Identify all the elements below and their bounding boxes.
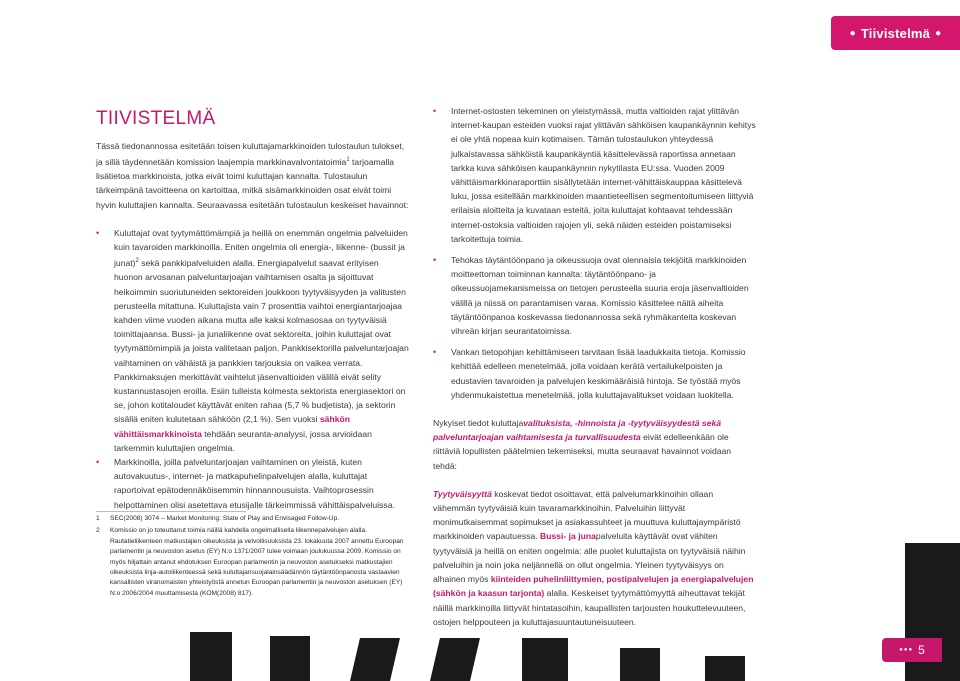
bullet-text: Tehokas täytäntöönpano ja oikeussuoja ovat olennaisia tekijöitä markkinoiden moitteettoman toiminnan kannalta: täytäntöönpano- ja oikeussuojamekanismeissa on tietojen perusteella suuria eroja jäsenvaltioiden välillä ja niissä on parantamisen varaa. Komissio käsittelee näitä aiheita täytäntöönpanoa koskevassa tiedonannossa sekä ryhmäkanteita koskevan vihreän kirjan seurantatoimissa. (451, 255, 749, 337)
list-item (433, 104, 756, 246)
list-item (96, 226, 409, 455)
findings-list (96, 226, 409, 512)
page-number-badge (882, 638, 942, 662)
deco-shape (190, 632, 232, 681)
deco-shape (430, 638, 480, 681)
paragraph-text: koskevat tiedot osoittavat, että palvelumarkkinoihin ollaan vähemmän tyytyväisiä kuin tavaramarkkinoihin. Palveluihin liittyvät monimutkaisemmat sopimukset ja asiakassuhteet ja muuttuva kuluttajaympäristö markkinoiden vapautuessa. (433, 488, 741, 542)
bullet-text: Kuluttajat ovat tyytymättömämpiä ja heillä on enemmän ongelmia palveluiden kuin tavaroiden markkinoilla. Eniten ongelmia oli energia-, liikenne- (bussit ja junat) (114, 227, 408, 269)
list-item (433, 253, 756, 338)
decorative-graphic (150, 612, 790, 681)
highlight-text: Bussi- ja juna (540, 531, 596, 542)
footnote-text: Komissio on jo toteuttanut toimia näillä kahdella ongelmallisella liikennepalvelujen alalla. Rautatieliikenteen matkustajien oikeuksista ja velvollisuuksista 23. lokakuuta 2007 annettu Euroopan parlamentin ja neuvoston asetus (EY) N:o 1371/2007 tulee voimaan joulukuussa 2009. Komissio on myös hiljattain antanut ehdotuksen Euroopan parlamentin ja neuvoston asetukseksi matkustajien oikeuksista linja-autoliikenteessä sekä kuluttajansuojalainsäädännön täytäntöönpanosta vastaavien kansallisten viranomaisten yhteistyöstä annetun Euroopan parlamentin ja neuvoston asetuksen (EY) N:o 2006/2004 muuttamisesta (KOM(2008) 817). (110, 527, 404, 597)
dot-icon: ● (849, 27, 856, 39)
bullet-icon: • (96, 227, 100, 238)
paragraph-text-cont: palveluita käyttävät ovat vähiten tyytyväisiä ja heillä on eniten ongelmia: alle puolet kuluttajista on tyytyväisiä näihin palveluihin ja noin joka neljännellä on ollut ongelmia. Yleinen tyytyväisyys on alhainen myös (433, 531, 746, 585)
intro-paragraph (96, 139, 409, 212)
list-item (433, 345, 756, 402)
footnote (96, 514, 406, 524)
footnote-number: 2 (96, 527, 100, 535)
bullet-icon: • (96, 456, 100, 467)
footnotes (96, 514, 406, 601)
bullet-text: Internet-ostosten tekeminen on yleistymässä, mutta valtioiden rajat ylittävän internet-kaupan esteiden vuoksi rajat ylittävän sähköisen kaupankäynnin kehitys ei ole yhtä nopeaa kuin kotimaisen. Tämän tulostaulukon yhteydessä julkaistavassa sähköistä kaupankäyntiä käsittelevässä raportissa annetaan tarkka kuva sähköisen kaupankäynnin nykytilasta EU:ssa. Vuoden 2009 vähittäismarkkinaraporttiin sisällytetään internet-vähittäiskauppaa käsittelevä luku, jossa esitellään markkinoiden maantieteellisen segmentoitumiseen liittyviä erilaisia aloitteita ja kuvataan esteitä, joita kuluttajat kohtaavat tehdessään internet-ostoksia valtioiden rajojen yli, sekä näiden esteiden poistamiseksi tarkoitettuja toimia. (451, 106, 756, 244)
right-column (433, 104, 756, 629)
paragraph-text: Nykyiset tiedot kuluttaja (433, 418, 524, 429)
footnote-number: 1 (96, 515, 100, 522)
footnote-ref: 2 (135, 258, 139, 265)
highlight-text: Tyytyväisyyttä (433, 488, 492, 499)
section-tab (831, 16, 960, 50)
data-paragraph (433, 416, 756, 473)
deco-shape (350, 638, 400, 681)
intro-text-cont: tarjoamalla lisätietoa markkinoista, jotka eivät toimi kuluttajan kannalta. Tulostaulun tärkeimpänä tavoitteena on kartoittaa, mitkä sisämarkkinoiden osat eivät toimi hyvin kuluttajien kannalta. Seuraavassa esitetään tulostaulun keskeiset havainnot: (96, 157, 409, 210)
highlight-text: sähkön vähittäismarkkinoista (114, 414, 350, 439)
bullet-text-end: tehdään seuranta-analyysi, jossa arvioidaan tarkemmin kuluttajien ongelmia. (114, 428, 372, 453)
intro-text: Tässä tiedonannossa esitetään toisen kuluttajamarkkinoiden tulostaulun tulokset, ja sillä täydennetään komission laajempia markkinavalvontatoimia (96, 141, 405, 168)
deco-shape (620, 648, 660, 681)
bullet-text: Markkinoilla, joilla palveluntarjoajan vaihtaminen on yleistä, kuten autovakuutus-, internet- ja matkapuhelinpalvelujen alalla, kuluttajat raportoivat epätodennäköisemmin hinnannousuista. Vaihtoprosessin helpottaminen olisi asetettava etusijalle tärkeimmissä vähittäispalveluissa. (114, 456, 395, 510)
paragraph-text-end: alalla. Keskeiset tyytymättömyyttä aiheuttavat tekijät näillä markkinoilla liittyvät hintatasoihin, kaupallisten tarjousten houkuttelevuuteen, ostojen helppouteen ja kuluttajasuuntautuneisuuteen. (433, 588, 746, 627)
list-item (96, 455, 409, 512)
deco-shape (270, 636, 310, 681)
dot-icon: ● (935, 27, 942, 39)
bullet-icon: • (433, 106, 437, 116)
bullet-icon: • (433, 347, 437, 358)
footnote-divider (96, 511, 246, 512)
page-title: TIIVISTELMÄ (96, 108, 216, 129)
deco-shape (705, 656, 745, 681)
findings-list-continued (433, 104, 756, 402)
dots-icon: ●●● (899, 647, 914, 653)
footnote (96, 526, 406, 599)
bullet-icon: • (433, 255, 437, 266)
footnote-ref: 1 (346, 157, 350, 164)
left-column (96, 139, 409, 512)
page-number: 5 (918, 643, 925, 657)
deco-shape (522, 638, 568, 681)
paragraph-text-cont: eivät edelleenkään ole riittäviä lopullisten päätelmien tekemiseksi, mutta seuraavat havainnot voidaan tehdä: (433, 432, 732, 471)
highlight-text: kiinteiden puhelinliittymien, postipalvelujen ja energiapalvelujen (sähkön ja kaasun tarjonta) (433, 574, 754, 599)
bullet-text-cont: sekä pankkipalveluiden alalla. Energiapalvelut saavat erityisen huonon arvosanan palveluntarjoajan vaihtamisen osalta ja sijoittuvat heikoimmin suoriutuneiden sektoreiden joukkoon tyytyväisyyden ja valitusten perusteella mitattuna. Kuluttajista vain 7 prosenttia vaihtoi energiantarjoajaa kahden viime vuoden aikana mutta alle kaksi kolmasosaa on tyytyväisiä toimittajaansa. Bussi- ja junaliikenne ovat sektoreita, joihin kuluttajat ovat tyytymättömimpiä ja joista valitetaan paljon. Pankkisektorilla palveluntarjoajan vaihtaminen on vähäistä ja pankkien tarjouksia on vaikea verrata. Pankkimaksujen merkittävät vaihtelut jäsenvaltioiden välillä eivät selity kustannustasojen eroilla. Esiin tulleista kolmesta sektorista energiasektori on se, johon kotitaloudet käyttävät eniten rahaa (5,7 % budjetista), ja sektorin sisällä eniten kulutetaan sähköön (2,1 %). Sen vuoksi (114, 258, 409, 425)
highlight-text: valituksista, -hinnoista ja -tyytyväisyydestä sekä palveluntarjoajan vaihtamisesta ja turvallisuudesta (433, 418, 722, 443)
footnote-text: SEC(2008) 3074 – Market Monitoring: State of Play and Envisaged Follow-Up. (110, 515, 340, 522)
bullet-text: Vankan tietopohjan kehittämiseen tarvitaan lisää laadukkaita tietoja. Komissio kehittää edelleen menetelmää, jolla voidaan kerätä vertailukelpoisten ja edustavien tavaroiden ja palvelujen keskimääräisiä hintoja. Se työstää myös yhdenmukaistettua menetelmää, jolla kuluttajavalitukset voidaan luokitella. (451, 347, 746, 400)
section-tab-label: Tiivistelmä (860, 25, 931, 41)
satisfaction-paragraph (433, 487, 756, 629)
